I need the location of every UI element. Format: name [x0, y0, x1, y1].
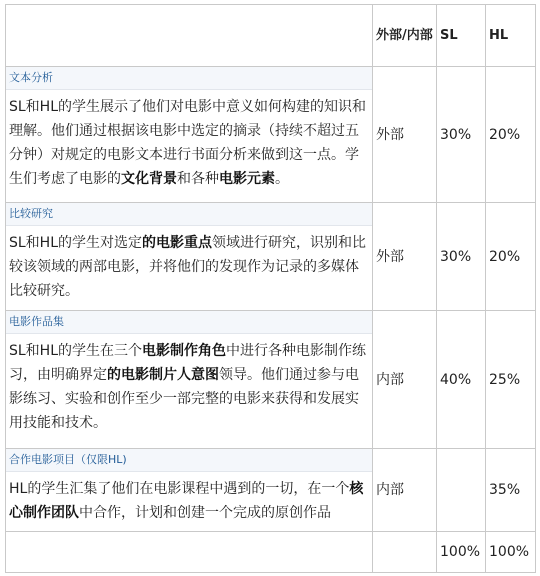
component-description: SL和HL的学生在三个电影制作角色中进行各种电影制作练习，由明确界定的电影制片人意图领导。他们通过参与电影练习、实验和创作至少一部完整的电影来获得和发展实用技能和技术。	[9, 343, 367, 431]
assessment-type: 外部	[373, 67, 437, 203]
hl-total: 100%	[486, 532, 536, 573]
component-title: 电影作品集	[6, 311, 372, 334]
assessment-type: 内部	[373, 449, 437, 532]
component-title: 合作电影项目（仅限HL)	[6, 449, 372, 472]
assessment-type: 内部	[373, 311, 437, 449]
hl-weight: 25%	[486, 311, 536, 449]
table-row	[6, 67, 536, 203]
component-description: SL和HL的学生展示了他们对电影中意义如何构建的知识和理解。他们通过根据该电影中选定的摘录（持续不超过五分钟）对规定的电影文本进行书面分析来做到这一点。学生们考虑了电影的文化背景和各种电影元素。	[9, 99, 367, 187]
totals-assessment	[373, 532, 437, 573]
header-external-internal: 外部/内部	[373, 5, 437, 67]
table-row	[6, 311, 536, 449]
header-row	[6, 5, 536, 67]
component-title: 文本分析	[6, 67, 372, 90]
hl-weight: 20%	[486, 67, 536, 203]
assessment-table	[5, 4, 536, 573]
sl-weight	[437, 449, 486, 532]
header-component	[6, 5, 373, 67]
component-description: SL和HL的学生对选定的电影重点领域进行研究，识别和比较该领域的两部电影，并将他们的发现作为记录的多媒体比较研究。	[9, 235, 367, 299]
component-cell	[6, 203, 373, 311]
totals-label	[6, 532, 373, 573]
table-row	[6, 203, 536, 311]
hl-weight: 35%	[486, 449, 536, 532]
component-cell	[6, 311, 373, 449]
sl-weight: 40%	[437, 311, 486, 449]
sl-weight: 30%	[437, 203, 486, 311]
assessment-type: 外部	[373, 203, 437, 311]
hl-weight: 20%	[486, 203, 536, 311]
sl-total: 100%	[437, 532, 486, 573]
table-row	[6, 449, 536, 532]
header-sl: SL	[437, 5, 486, 67]
totals-row	[6, 532, 536, 573]
component-cell	[6, 449, 373, 532]
component-description: HL的学生汇集了他们在电影课程中遇到的一切，在一个核心制作团队中合作，计划和创建一个完成的原创作品	[9, 481, 364, 521]
header-hl: HL	[486, 5, 536, 67]
component-cell	[6, 67, 373, 203]
sl-weight: 30%	[437, 67, 486, 203]
component-title: 比较研究	[6, 203, 372, 226]
